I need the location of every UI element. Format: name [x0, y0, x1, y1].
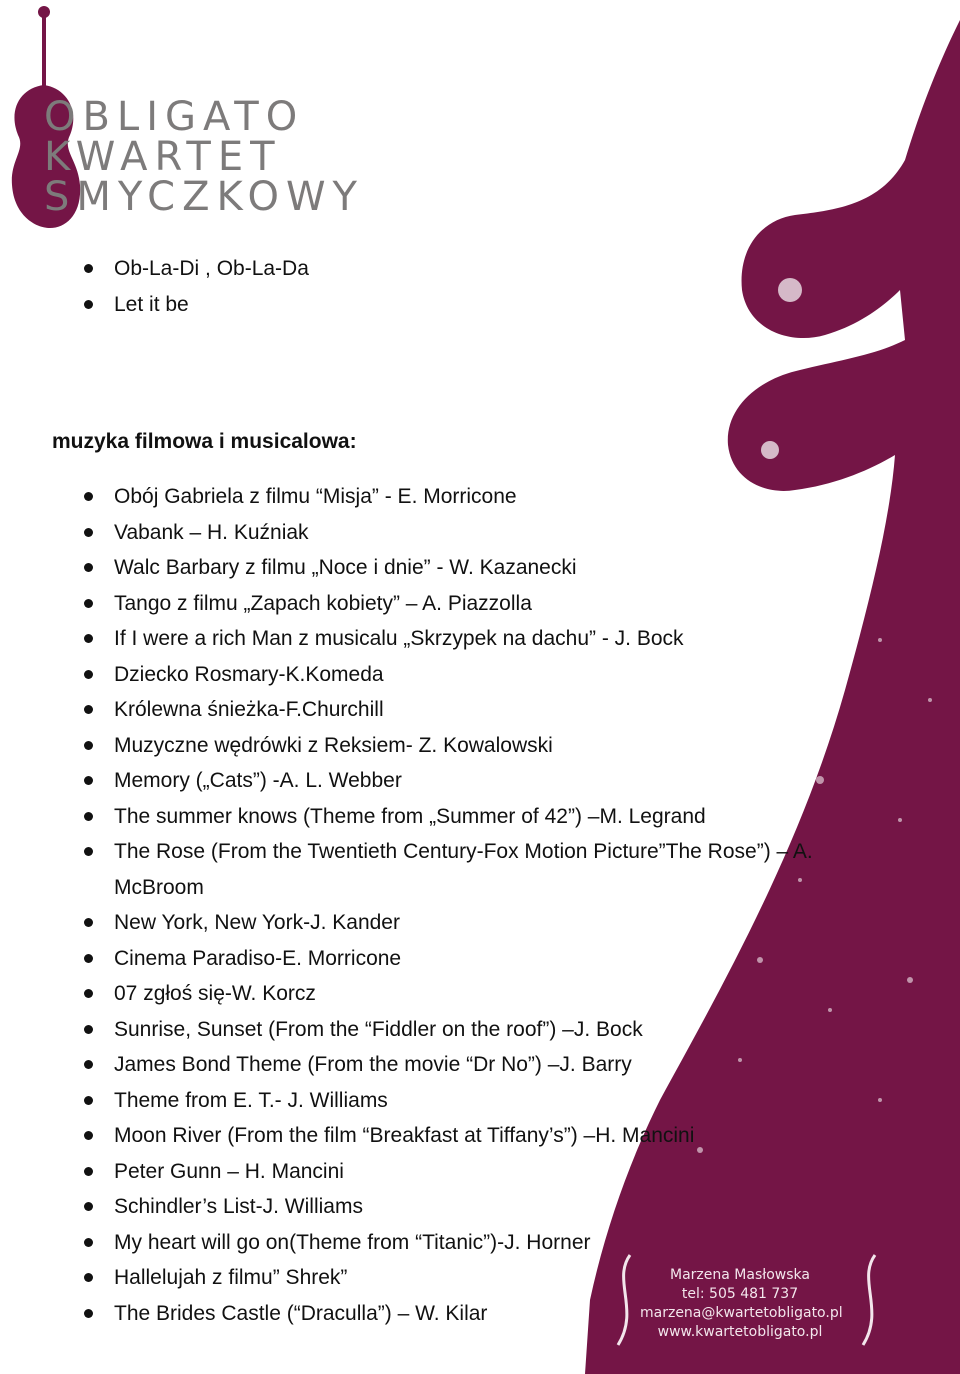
list-item: Moon River (From the film “Breakfast at Tiffany’s”) –H. Mancini	[0, 1118, 854, 1154]
list-item: Dziecko Rosmary-K.Komeda	[0, 657, 854, 693]
list-item: James Bond Theme (From the movie “Dr No”) –J. Barry	[0, 1047, 854, 1083]
song-list-film	[0, 479, 960, 1331]
list-item: Let it be	[0, 287, 854, 323]
logo-text-line2: KWARTET	[44, 134, 282, 180]
list-item: Królewna śnieżka-F.Churchill	[0, 692, 854, 728]
list-item: Tango z filmu „Zapach kobiety” – A. Piazzolla	[0, 586, 854, 622]
contact-name: Marzena Masłowska	[670, 1267, 810, 1283]
list-item: The summer knows (Theme from „Summer of 42”) –M. Legrand	[0, 799, 854, 835]
list-item: 07 zgłoś się-W. Korcz	[0, 976, 854, 1012]
list-item: Schindler’s List-J. Williams	[0, 1189, 854, 1225]
list-item: My heart will go on(Theme from “Titanic”)-J. Horner	[0, 1225, 854, 1261]
logo	[0, 0, 364, 235]
list-item: The Rose (From the Twentieth Century-Fox Motion Picture”The Rose”) – A. McBroom	[0, 834, 844, 905]
logo-text-line1: OBLIGATO	[44, 94, 305, 140]
list-item: Theme from E. T.- J. Williams	[0, 1083, 854, 1119]
list-item: The Brides Castle (“Draculla”) – W. Kilar	[0, 1296, 854, 1332]
contact-website[interactable]: www.kwartetobligato.pl	[657, 1324, 823, 1340]
contact-block	[640, 1266, 843, 1342]
contact-email[interactable]: marzena@kwartetobligato.pl	[640, 1305, 843, 1321]
list-item: Cinema Paradiso-E. Morricone	[0, 941, 854, 977]
song-list-top	[0, 251, 960, 322]
list-item: Sunrise, Sunset (From the “Fiddler on the roof”) –J. Bock	[0, 1012, 854, 1048]
list-item: Obój Gabriela z filmu “Misja” - E. Morricone	[0, 479, 854, 515]
list-item: Hallelujah z filmu” Shrek”	[0, 1260, 854, 1296]
list-item: Ob-La-Di , Ob-La-Da	[0, 251, 854, 287]
list-item: Walc Barbary z filmu „Noce i dnie” - W. Kazanecki	[0, 550, 854, 586]
list-item: Muzyczne wędrówki z Reksiem- Z. Kowalowski	[0, 728, 854, 764]
list-item: Memory („Cats”) -A. L. Webber	[0, 763, 854, 799]
list-item: Vabank – H. Kuźniak	[0, 515, 854, 551]
list-item: New York, New York-J. Kander	[0, 905, 854, 941]
section-heading: muzyka filmowa i musicalowa:	[52, 430, 357, 453]
contact-phone: tel: 505 481 737	[681, 1286, 799, 1302]
logo-text-line3: SMYCZKOWY	[44, 174, 364, 220]
list-item: Peter Gunn – H. Mancini	[0, 1154, 854, 1190]
list-item: If I were a rich Man z musicalu „Skrzypek na dachu” - J. Bock	[0, 621, 854, 657]
